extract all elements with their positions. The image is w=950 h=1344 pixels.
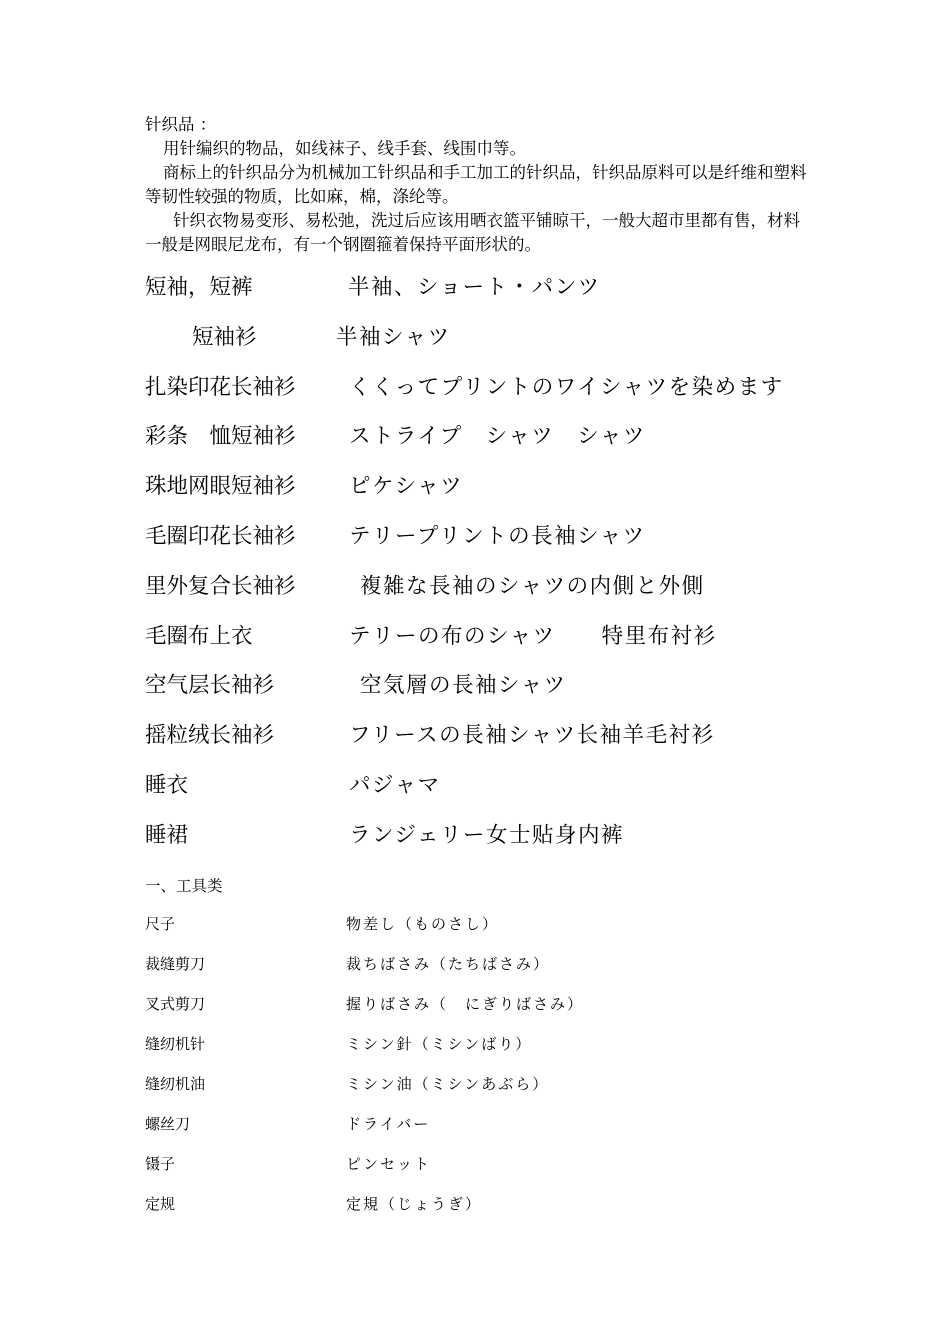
vocab-japanese: 半袖シャツ [336, 324, 451, 350]
tool-chinese: 叉式剪刀 [145, 995, 206, 1013]
vocab-row [145, 664, 845, 714]
vocab-row [145, 764, 845, 814]
vocab-chinese: 睡衣 [145, 772, 189, 798]
vocab-row [145, 515, 845, 565]
vocab-row [145, 565, 845, 615]
tool-row [145, 1073, 745, 1113]
vocab-japanese: フリースの長袖シャツ长袖羊毛衬衫 [349, 723, 715, 749]
vocab-chinese: 彩条 恤短袖衫 [145, 424, 296, 450]
tool-japanese: 物差し（ものさし） [346, 915, 500, 933]
vocab-chinese: 睡裙 [145, 822, 189, 848]
intro-paragraph-3: 针织衣物易变形、易松弛，洗过后应该用晒衣篮平铺晾干，一般大超市里都有售，材料一般是网眼尼龙布，有一个钢圈箍着保持平面形状的。 [145, 211, 800, 254]
tools-vocabulary-list [145, 913, 745, 1233]
intro-paragraph-1: 用针编织的物品，如线袜子、线手套、线围巾等。 [163, 139, 526, 158]
vocab-chinese: 空气层长袖衫 [145, 673, 275, 699]
vocab-row [145, 465, 845, 515]
vocab-japanese: テリープリントの長袖シャツ [349, 523, 646, 549]
vocab-japanese: テリーの布のシャツ 特里布衬衫 [349, 623, 717, 649]
tool-japanese: ピンセット [346, 1155, 432, 1173]
tool-row [145, 953, 745, 993]
tool-row [145, 1193, 745, 1233]
vocab-chinese: 扎染印花长袖衫 [145, 374, 296, 400]
vocab-japanese: パジャマ [349, 772, 441, 798]
intro-paragraph-2: 商标上的针织品分为机械加工针织品和手工加工的针织品，针织品原料可以是纤维和塑料等韧性较强的物质，比如麻，棉，涤纶等。 [145, 163, 807, 206]
tool-chinese: 镊子 [145, 1155, 176, 1173]
vocab-row [145, 266, 845, 316]
tool-japanese: 握りばさみ（ にぎりばさみ） [346, 995, 585, 1013]
tool-japanese: 定規（じょうぎ） [346, 1195, 483, 1213]
vocab-japanese: 複雑な長袖のシャツの内側と外側 [360, 573, 705, 599]
vocab-chinese: 摇粒绒长袖衫 [145, 723, 275, 749]
tool-row [145, 1113, 745, 1153]
vocab-chinese: 毛圈布上衣 [145, 623, 253, 649]
intro-section [145, 113, 810, 257]
vocab-chinese: 短袖衫 [192, 324, 257, 350]
vocab-japanese: 半袖、ショート・パンツ [348, 275, 601, 300]
tool-chinese: 定规 [145, 1195, 176, 1213]
vocab-row [145, 714, 845, 764]
tool-japanese: ドライバー [346, 1115, 431, 1133]
tool-chinese: 缝纫机针 [145, 1035, 206, 1053]
vocab-japanese: ストライプ シャツ シャツ [349, 424, 646, 450]
tool-japanese: 裁ちばさみ（たちばさみ） [346, 955, 551, 973]
vocab-row [145, 316, 845, 366]
intro-heading: 针织品 ： [145, 115, 217, 134]
vocab-japanese: ランジェリー女士贴身内裤 [349, 822, 625, 848]
tool-chinese: 尺子 [145, 915, 176, 933]
vocab-chinese: 毛圈印花长袖衫 [145, 523, 296, 549]
vocab-chinese: 短袖，短裤 [145, 275, 253, 300]
tool-chinese: 螺丝刀 [145, 1115, 191, 1133]
tool-row [145, 1033, 745, 1073]
vocab-japanese: くくってプリントのワイシャツを染めます [349, 374, 784, 400]
vocab-japanese: ピケシャツ [349, 474, 464, 500]
tool-chinese: 缝纫机油 [145, 1075, 206, 1093]
tools-section-title: 一、工具类 [145, 877, 223, 895]
vocab-row [145, 415, 845, 465]
vocab-chinese: 珠地网眼短袖衫 [145, 474, 296, 500]
vocab-row [145, 814, 845, 864]
clothing-vocabulary-list [145, 266, 845, 864]
tool-row [145, 1153, 745, 1193]
vocab-row [145, 615, 845, 665]
vocab-row [145, 366, 845, 416]
vocab-chinese: 里外复合长袖衫 [145, 573, 296, 599]
tool-japanese: ミシン針（ミシンばり） [346, 1035, 533, 1053]
tool-row [145, 913, 745, 953]
tool-row [145, 993, 745, 1033]
vocab-japanese: 空気層の長袖シャツ [360, 673, 567, 699]
tool-japanese: ミシン油（ミシンあぶら） [346, 1075, 550, 1093]
tool-chinese: 裁缝剪刀 [145, 955, 206, 973]
